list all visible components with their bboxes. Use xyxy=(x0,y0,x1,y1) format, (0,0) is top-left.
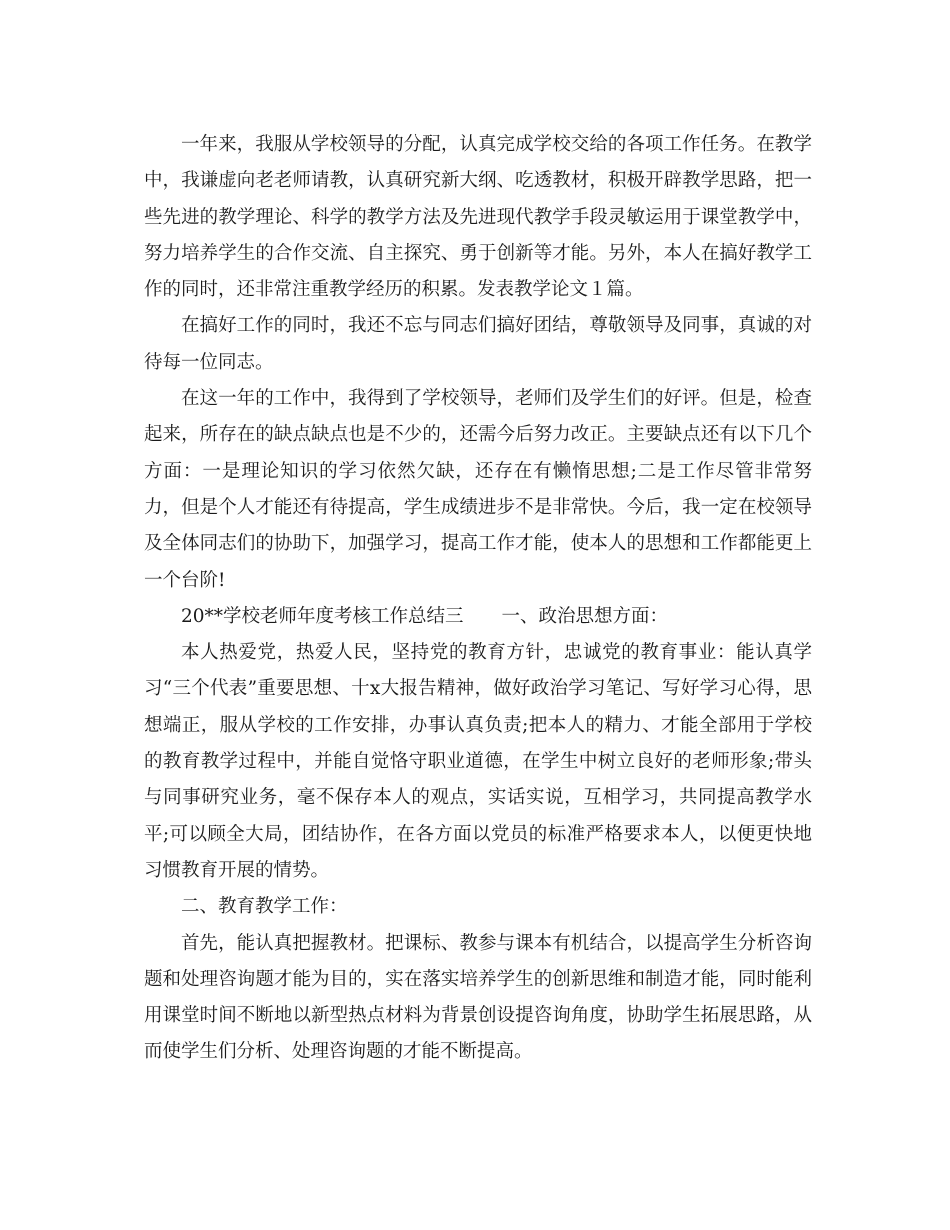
paragraph-work-tasks: 一年来，我服从学校领导的分配，认真完成学校交给的各项工作任务。在教学中，我谦虚向老老师请教，认真研究新大纲、吃透教材，积极开辟教学思路，把一些先进的教学理论、科学的教学方法及先进现代教学手段灵敏运用于课堂教学中，努力培养学生的合作交流、自主探究、勇于创新等才能。另外，本人在搞好教学工作的同时，还非常注重教学经历的积累。发表教学论文１篇。 xyxy=(144,134,812,301)
paragraph-unity: 在搞好工作的同时，我还不忘与同志们搞好团结，尊敬领导及同事，真诚的对待每一位同志。 xyxy=(144,315,812,373)
document-body xyxy=(144,127,812,1071)
section-subtitle: 一、政治思想方面： xyxy=(501,605,669,627)
section-title: 20**学校老师年度考核工作总结三 xyxy=(181,605,464,627)
paragraph-shortcomings: 在这一年的工作中，我得到了学校领导，老师们及学生们的好评。但是，检查起来，所存在的缺点缺点也是不少的，还需今后努力改正。主要缺点还有以下几个方面：一是理论知识的学习依然欠缺，还存在有懒惰思想;二是工作尽管非常努力，但是个人才能还有待提高，学生成绩进步不是非常快。今后，我一定在校领导及全体同志们的协助下，加强学习，提高工作才能，使本人的思想和工作都能更上一个台阶! xyxy=(144,388,812,591)
paragraph-political-thought: 本人热爱党，热爱人民，坚持党的教育方针，忠诚党的教育事业：能认真学习“三个代表”重要思想、十x大报告精神，做好政治学习笔记、写好学习心得，思想端正，服从学校的工作安排，办事认真负责;把本人的精力、才能全部用于学校的教育教学过程中，并能自觉恪守职业道德，在学生中树立良好的老师形象;带头与同事研究业务，毫不保存本人的观点，实话实说，互相学习，共同提高教学水平;可以顾全大局，团结协作，在各方面以党员的标准严格要求本人，以便更快地习惯教育开展的情势。 xyxy=(144,642,812,881)
section-heading-line xyxy=(144,599,812,635)
paragraph-teaching-materials: 首先，能认真把握教材。把课标、教参与课本有机结合，以提高学生分析咨询题和处理咨询题才能为目的，实在落实培养学生的创新思维和制造才能，同时能利用课堂时间不断地以新型热点材料为背景创设提咨询角度，协助学生拓展思路，从而使学生们分析、处理咨询题的才能不断提高。 xyxy=(144,932,812,1063)
heading-teaching-work: 二、教育教学工作： xyxy=(181,896,348,918)
